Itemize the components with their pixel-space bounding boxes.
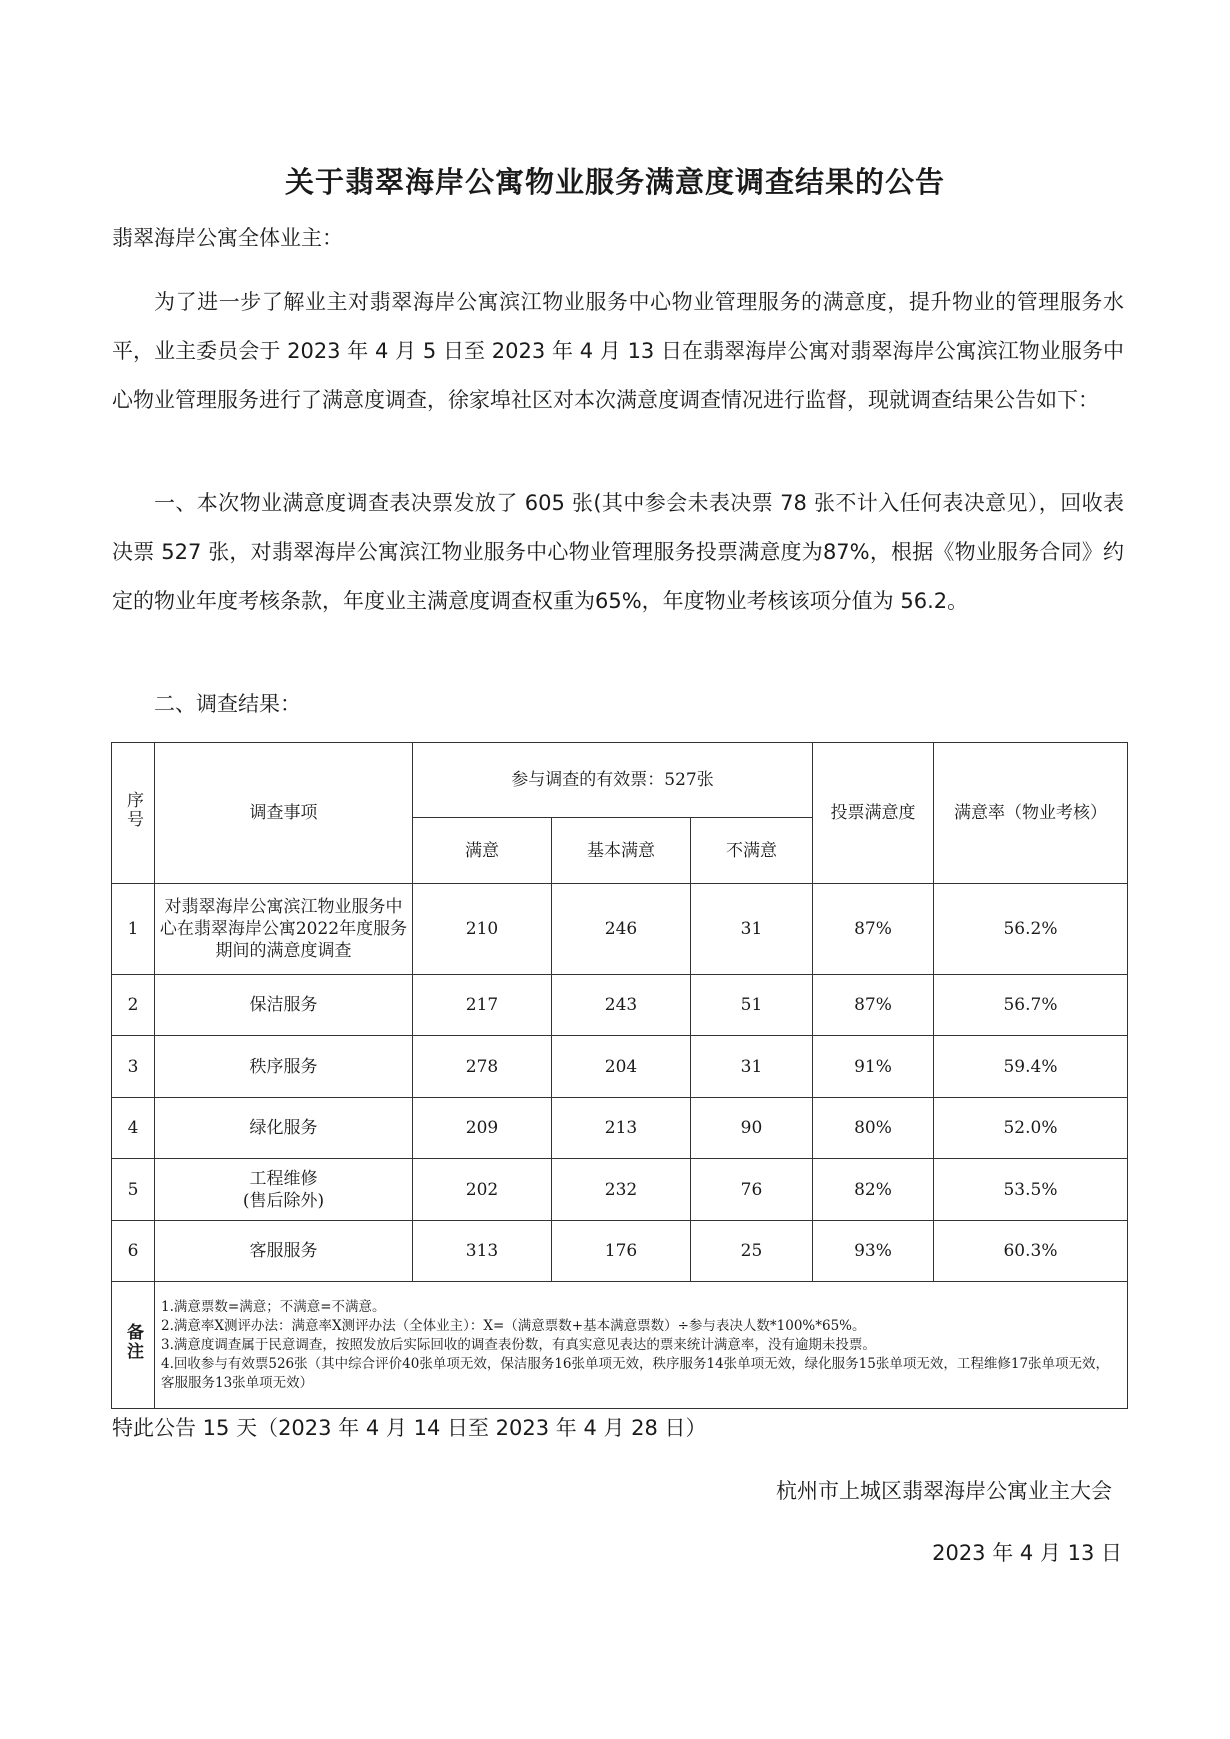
cell-rate: 60.3% (934, 1221, 1128, 1282)
cell-item: 对翡翠海岸公寓滨江物业服务中心在翡翠海岸公寓2022年度服务期间的满意度调查 (155, 884, 413, 975)
header-valid-votes: 参与调查的有效票：527张 (413, 743, 813, 818)
salutation: 翡翠海岸公寓全体业主： (112, 226, 343, 250)
results-table (111, 742, 1128, 1409)
notice-period: 特此公告 15 天（2023 年 4 月 14 日至 2023 年 4 月 28 日） (112, 1416, 707, 1440)
cell-vote-rate: 91% (813, 1036, 934, 1098)
table-row (112, 1098, 1128, 1159)
cell-satisfied: 209 (413, 1098, 552, 1159)
header-item: 调查事项 (155, 743, 413, 884)
cell-basic: 204 (552, 1036, 691, 1098)
note-item: 1.满意票数=满意；不满意=不满意。 (161, 1298, 386, 1315)
cell-unsatisfied: 76 (691, 1159, 813, 1221)
header-basic: 基本满意 (552, 818, 691, 884)
result-summary-paragraph: 一、本次物业满意度调查表决票发放了 605 张(其中参会未表决票 78 张不计入任何表决意见），回收表决票 527 张，对翡翠海岸公寓滨江物业服务中心物业管理服务投票满意度为87%，根据《物业服务合同》约定的物业年度考核条款，年度业主满意度调查权重为65%，年度物业考核该项分值为 56.2。 (112, 491, 1124, 613)
note-item: 3.满意度调查属于民意调查，按照发放后实际回收的调查表份数，有真实意见表达的票来统计满意率，没有逾期未投票。 (161, 1336, 876, 1353)
signature: 杭州市上城区翡翠海岸公寓业主大会 (776, 1479, 1112, 1503)
cell-item: 客服服务 (155, 1221, 413, 1282)
cell-basic: 246 (552, 884, 691, 975)
cell-rate: 52.0% (934, 1098, 1128, 1159)
table-row (112, 1221, 1128, 1282)
notes-row (112, 1282, 1128, 1409)
cell-seq: 1 (112, 884, 155, 975)
cell-basic: 213 (552, 1098, 691, 1159)
cell-seq: 3 (112, 1036, 155, 1098)
table-row (112, 975, 1128, 1036)
header-vote-rate: 投票满意度 (813, 743, 934, 884)
cell-seq: 2 (112, 975, 155, 1036)
cell-satisfied: 217 (413, 975, 552, 1036)
cell-basic: 176 (552, 1221, 691, 1282)
cell-unsatisfied: 31 (691, 1036, 813, 1098)
cell-vote-rate: 93% (813, 1221, 934, 1282)
cell-basic: 232 (552, 1159, 691, 1221)
cell-unsatisfied: 25 (691, 1221, 813, 1282)
cell-satisfied: 210 (413, 884, 552, 975)
header-satisfied: 满意 (413, 818, 552, 884)
table-row (112, 884, 1128, 975)
cell-satisfied: 313 (413, 1221, 552, 1282)
intro-paragraph: 为了进一步了解业主对翡翠海岸公寓滨江物业服务中心物业管理服务的满意度，提升物业的管理服务水平，业主委员会于 2023 年 4 月 5 日至 2023 年 4 月 13 日在翡翠海岸公寓对翡翠海岸公寓滨江物业服务中心物业管理服务进行了满意度调查，徐家埠社区对本次满意度调查情况进行监督，现就调查结果公告如下： (112, 290, 1124, 412)
cell-item: 绿化服务 (155, 1098, 413, 1159)
page-title: 关于翡翠海岸公寓物业服务满意度调查结果的公告 (284, 165, 945, 199)
cell-rate: 56.7% (934, 975, 1128, 1036)
note-item: 4.回收参与有效票526张（其中综合评价40张单项无效，保洁服务16张单项无效，秩序服务14张单项无效，绿化服务15张单项无效，工程维修17张单项无效，客服服务13张单项无效） (161, 1355, 1110, 1391)
header-rate: 满意率（物业考核） (934, 743, 1128, 884)
cell-satisfied: 202 (413, 1159, 552, 1221)
cell-vote-rate: 80% (813, 1098, 934, 1159)
cell-item: 工程维修 (售后除外) (155, 1159, 413, 1221)
cell-seq: 6 (112, 1221, 155, 1282)
cell-basic: 243 (552, 975, 691, 1036)
cell-unsatisfied: 31 (691, 884, 813, 975)
cell-vote-rate: 87% (813, 975, 934, 1036)
note-item: 2.满意率X测评办法：满意率X测评办法（全体业主）：X=（满意票数+基本满意票数）÷参与表决人数*100%*65%。 (161, 1317, 866, 1334)
notes-label: 备注 (112, 1282, 155, 1409)
cell-vote-rate: 82% (813, 1159, 934, 1221)
table-row (112, 1036, 1128, 1098)
cell-rate: 59.4% (934, 1036, 1128, 1098)
header-unsatisfied: 不满意 (691, 818, 813, 884)
header-seq: 序号 (112, 743, 155, 884)
notice-date: 2023 年 4 月 13 日 (932, 1541, 1122, 1565)
cell-rate: 53.5% (934, 1159, 1128, 1221)
cell-rate: 56.2% (934, 884, 1128, 975)
cell-item: 保洁服务 (155, 975, 413, 1036)
section-heading-results: 二、调查结果： (154, 692, 301, 716)
cell-seq: 4 (112, 1098, 155, 1159)
cell-seq: 5 (112, 1159, 155, 1221)
table-row (112, 1159, 1128, 1221)
cell-satisfied: 278 (413, 1036, 552, 1098)
cell-unsatisfied: 51 (691, 975, 813, 1036)
cell-vote-rate: 87% (813, 884, 934, 975)
cell-unsatisfied: 90 (691, 1098, 813, 1159)
cell-item: 秩序服务 (155, 1036, 413, 1098)
notes-content (155, 1282, 1128, 1409)
